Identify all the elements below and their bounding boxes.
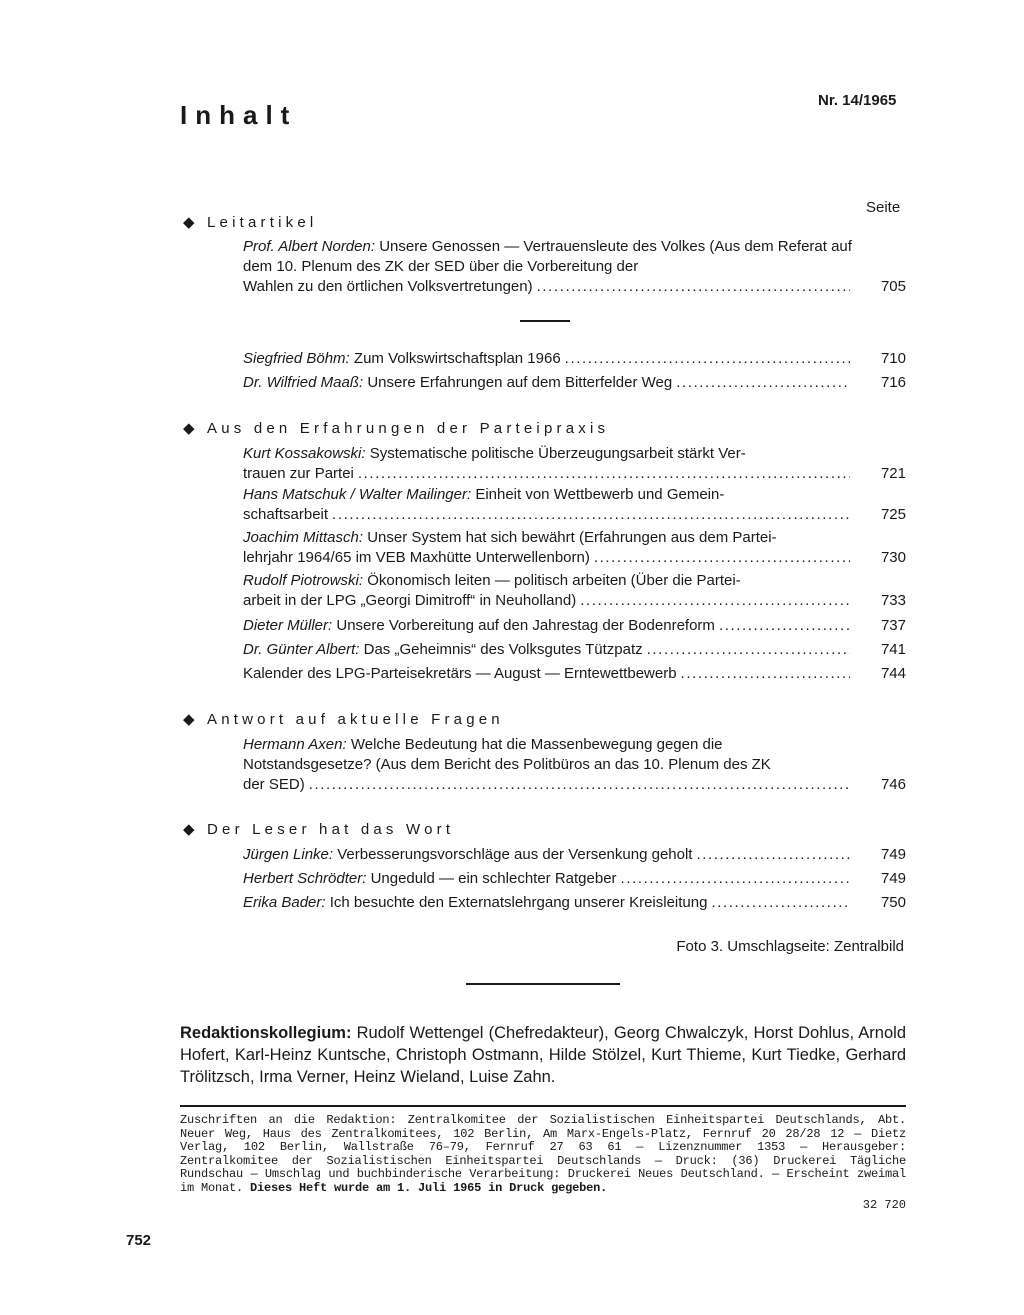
- entry-page: 746: [880, 776, 906, 793]
- toc-entry: Dr. Wilfried Maaß: Unsere Erfahrungen auf dem Bitterfelder Weg ..... 716: [243, 373, 906, 393]
- toc-entry: Siegfried Böhm: Zum Volkswirtschaftsplan 1966 ..... 710: [243, 349, 906, 369]
- editorial-label: Redaktionskollegium:: [180, 1024, 352, 1042]
- entry-page: 730: [880, 549, 906, 566]
- toc-entry: Dr. Günter Albert: Das „Geheimnis“ des Volksgutes Tützpatz ..... 741: [243, 640, 906, 660]
- divider: [520, 320, 570, 322]
- toc-entry: Hans Matschuk / Walter Mailinger: Einheit von Wettbewerb und Gemein- schaftsarbeit ..... 725: [243, 485, 906, 525]
- entry-page: 716: [880, 374, 906, 391]
- page-title: Inhalt: [180, 100, 298, 130]
- page-column-label: Seite: [866, 199, 901, 216]
- divider: [180, 1105, 906, 1107]
- toc-entry: Kurt Kossakowski: Systematische politische Überzeugungsarbeit stärkt Ver- trauen zur Partei ..... 721: [243, 444, 906, 484]
- toc-entry: Rudolf Piotrowski: Ökonomisch leiten — politisch arbeiten (Über die Partei- arbeit in der LPG „Georgi Dimitroff“ in Neuholland) ..... 733: [243, 571, 906, 611]
- entry-page: 721: [880, 465, 906, 482]
- entry-page: 744: [880, 665, 906, 682]
- section-heading: ◆ Antwort auf aktuelle Fragen: [183, 711, 504, 728]
- entry-page: 741: [880, 641, 906, 658]
- diamond-bullet-icon: ◆: [183, 711, 195, 728]
- toc-entry: Herbert Schrödter: Ungeduld — ein schlechter Ratgeber ..... 749: [243, 869, 906, 889]
- diamond-bullet-icon: ◆: [183, 214, 195, 231]
- page-number: 752: [126, 1232, 152, 1249]
- entry-page: 750: [880, 894, 906, 911]
- entry-page: 710: [880, 350, 906, 367]
- imprint: [180, 1114, 906, 1195]
- issue-number: Nr. 14/1965: [818, 92, 897, 109]
- section-heading: ◆ Der Leser hat das Wort: [183, 821, 455, 838]
- editorial-board: [180, 1022, 906, 1088]
- toc-entry: Erika Bader: Ich besuchte den Externatslehrgang unserer Kreisleitung ..... 750: [243, 893, 906, 913]
- entry-page: 705: [880, 278, 906, 295]
- entry-page: 749: [880, 870, 906, 887]
- photo-credit: Foto 3. Umschlagseite: Zentralbild: [676, 938, 904, 955]
- divider: [466, 983, 620, 985]
- toc-entry: Kalender des LPG-Parteisekretärs — August — Erntewettbewerb ..... 744: [243, 664, 906, 684]
- imprint-text: Zuschriften an die Redaktion: Zentralkomitee der Sozialistischen Einheitspartei Deutschlands, Abt. Neuer Weg, Haus des Zentralkomitees, 102 Berlin, Am Marx-Engels-Platz, Fernruf 20 28/28 12 — Dietz Verlag, 102 Berlin, Wallstraße 76–79, Fernruf 27 63 61 — Lizenznummer 1353 — Herausgeber: Zentralkomitee der Sozialistischen Einheitspartei Deutschlands — Druck: (36) Druckerei Tägliche Rundschau — Umschlag und buchbinderische Verarbeitung: Druckerei Neues Deutschland. — Erscheint zweimal im Monat.: [180, 1113, 906, 1195]
- diamond-bullet-icon: ◆: [183, 420, 195, 437]
- editorial-members: Rudolf Wettengel (Chefredakteur), Georg Chwalczyk, Horst Dohlus, Arnold Hofert, Karl-Heinz Kuntsche, Christoph Ostmann, Hilde Stölzel, Kurt Thieme, Kurt Tiedke, Gerhard Trölitzsch, Irma Verner, Heinz Wieland, Luise Zahn.: [180, 1024, 906, 1086]
- entry-page: 725: [880, 506, 906, 523]
- toc-entry: Joachim Mittasch: Unser System hat sich bewährt (Erfahrungen aus dem Partei- lehrjahr 1964/65 im VEB Maxhütte Unterwellenborn) ..... 730: [243, 528, 906, 568]
- toc-entry: Dieter Müller: Unsere Vorbereitung auf den Jahrestag der Bodenreform ..... 737: [243, 616, 906, 636]
- entry-page: 737: [880, 617, 906, 634]
- entry-page: 733: [880, 592, 906, 609]
- imprint-code: 32 720: [862, 1198, 906, 1212]
- section-heading: ◆ Leitartikel: [183, 214, 318, 231]
- diamond-bullet-icon: ◆: [183, 821, 195, 838]
- print-note: Dieses Heft wurde am 1. Juli 1965 in Druck gegeben.: [250, 1180, 608, 1195]
- entry-page: 749: [880, 846, 906, 863]
- toc-entry: Hermann Axen: Welche Bedeutung hat die Massenbewegung gegen die Notstandsgesetze? (Aus dem Bericht des Politbüros an das 10. Plenum des ZK der SED) ..... 746: [243, 735, 906, 795]
- section-heading: ◆ Aus den Erfahrungen der Parteipraxis: [183, 420, 610, 437]
- entry-title: Unsere Genossen — Vertrauensleute des Volkes (Aus dem Referat auf dem 10. Plenum des ZK der SED über die Vorbereitung der: [243, 238, 852, 275]
- entry-author: Prof. Albert Norden:: [243, 238, 376, 255]
- toc-entry: Jürgen Linke: Verbesserungsvorschläge aus der Versenkung geholt ..... 749: [243, 845, 906, 865]
- toc-entry: Prof. Albert Norden: Unsere Genossen — Vertrauensleute des Volkes (Aus dem Referat auf dem 10. Plenum des ZK der SED über die Vorbereitung der Wahlen zu den örtlichen Volksvertretungen) ..... 705: [243, 237, 906, 297]
